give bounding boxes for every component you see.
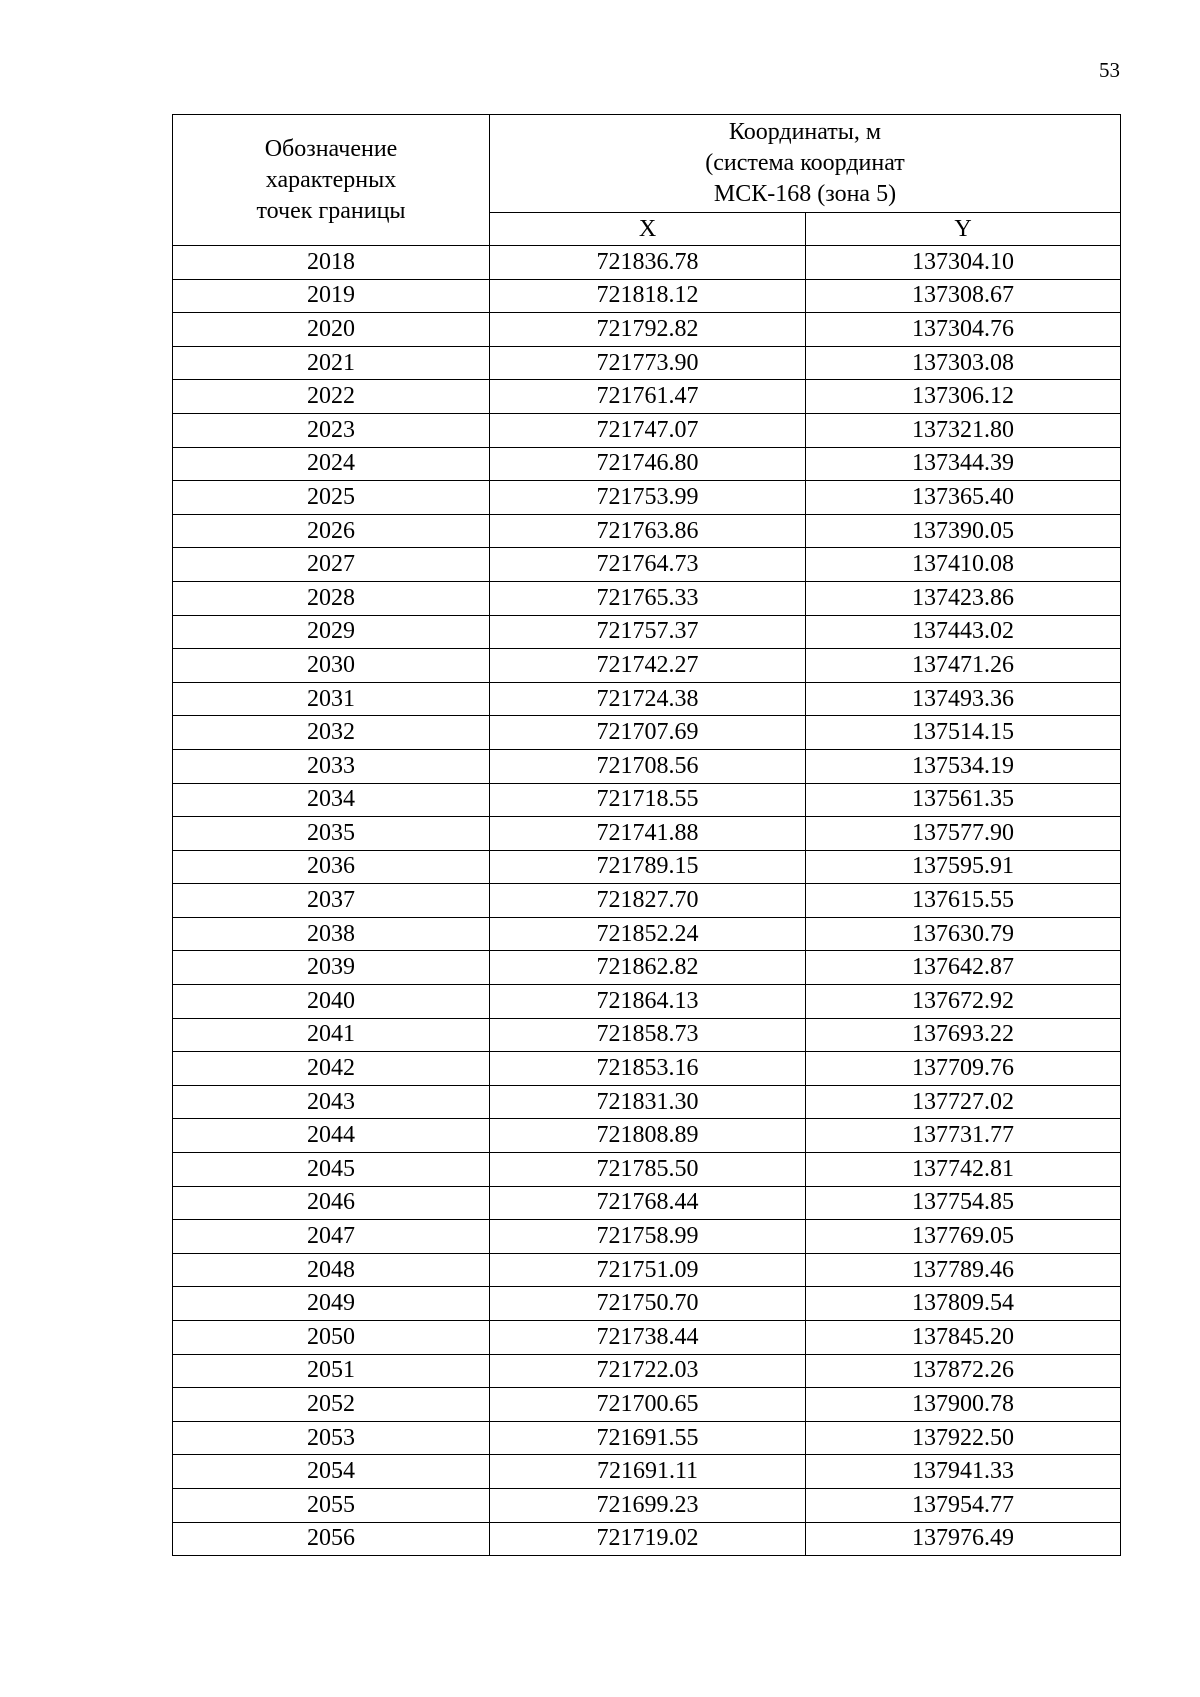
table-row	[173, 1488, 1121, 1522]
y-coordinate-cell: 137941.33	[806, 1455, 1121, 1489]
table-row	[173, 1220, 1121, 1254]
point-cell: 2052	[173, 1388, 490, 1422]
point-cell: 2045	[173, 1153, 490, 1187]
y-coordinate-cell: 137954.77	[806, 1488, 1121, 1522]
x-coordinate-cell: 721724.38	[490, 682, 806, 716]
x-coordinate-cell: 721853.16	[490, 1052, 806, 1086]
table-row	[173, 279, 1121, 313]
table-row	[173, 850, 1121, 884]
point-cell: 2029	[173, 615, 490, 649]
table-row	[173, 246, 1121, 280]
point-cell: 2028	[173, 581, 490, 615]
point-cell: 2024	[173, 447, 490, 481]
y-coordinate-cell: 137304.10	[806, 246, 1121, 280]
x-coordinate-cell: 721785.50	[490, 1153, 806, 1187]
y-column-header: Y	[806, 213, 1121, 246]
x-coordinate-cell: 721719.02	[490, 1522, 806, 1556]
point-cell: 2027	[173, 548, 490, 582]
coords-header-line: МСК-168 (зона 5)	[713, 181, 897, 207]
x-coordinate-cell: 721862.82	[490, 951, 806, 985]
point-cell: 2037	[173, 884, 490, 918]
point-cell: 2051	[173, 1354, 490, 1388]
table-row	[173, 380, 1121, 414]
x-coordinate-cell: 721792.82	[490, 313, 806, 347]
table-row	[173, 1052, 1121, 1086]
point-cell: 2047	[173, 1220, 490, 1254]
y-coordinate-cell: 137754.85	[806, 1186, 1121, 1220]
x-coordinate-cell: 721864.13	[490, 985, 806, 1019]
point-cell: 2055	[173, 1488, 490, 1522]
table-row	[173, 1522, 1121, 1556]
x-coordinate-cell: 721789.15	[490, 850, 806, 884]
x-coordinate-cell: 721808.89	[490, 1119, 806, 1153]
page-number: 53	[1099, 58, 1120, 82]
table-body	[173, 246, 1121, 1556]
x-coordinate-cell: 721763.86	[490, 514, 806, 548]
y-coordinate-cell: 137900.78	[806, 1388, 1121, 1422]
point-cell: 2042	[173, 1052, 490, 1086]
point-cell: 2038	[173, 917, 490, 951]
point-cell: 2046	[173, 1186, 490, 1220]
point-cell: 2050	[173, 1321, 490, 1355]
table-row	[173, 447, 1121, 481]
table-row	[173, 817, 1121, 851]
table-row	[173, 1287, 1121, 1321]
table-row	[173, 749, 1121, 783]
y-coordinate-cell: 137514.15	[806, 716, 1121, 750]
x-coordinate-cell: 721700.65	[490, 1388, 806, 1422]
table-row	[173, 649, 1121, 683]
y-coordinate-cell: 137672.92	[806, 985, 1121, 1019]
y-coordinate-cell: 137423.86	[806, 581, 1121, 615]
table-row	[173, 346, 1121, 380]
y-coordinate-cell: 137769.05	[806, 1220, 1121, 1254]
point-cell: 2036	[173, 850, 490, 884]
y-coordinate-cell: 137308.67	[806, 279, 1121, 313]
point-cell: 2026	[173, 514, 490, 548]
point-cell: 2054	[173, 1455, 490, 1489]
y-coordinate-cell: 137742.81	[806, 1153, 1121, 1187]
table-row	[173, 1455, 1121, 1489]
x-coordinate-cell: 721708.56	[490, 749, 806, 783]
point-cell: 2021	[173, 346, 490, 380]
x-coordinate-cell: 721827.70	[490, 884, 806, 918]
table-row	[173, 413, 1121, 447]
x-column-header: X	[490, 213, 806, 246]
table-row	[173, 615, 1121, 649]
x-coordinate-cell: 721836.78	[490, 246, 806, 280]
x-coordinate-cell: 721818.12	[490, 279, 806, 313]
y-coordinate-cell: 137789.46	[806, 1253, 1121, 1287]
x-coordinate-cell: 721773.90	[490, 346, 806, 380]
x-coordinate-cell: 721753.99	[490, 481, 806, 515]
point-cell: 2053	[173, 1421, 490, 1455]
table-row	[173, 1253, 1121, 1287]
x-coordinate-cell: 721764.73	[490, 548, 806, 582]
x-coordinate-cell: 721858.73	[490, 1018, 806, 1052]
y-coordinate-cell: 137809.54	[806, 1287, 1121, 1321]
y-coordinate-cell: 137304.76	[806, 313, 1121, 347]
point-cell: 2039	[173, 951, 490, 985]
y-coordinate-cell: 137534.19	[806, 749, 1121, 783]
point-cell: 2044	[173, 1119, 490, 1153]
table-row	[173, 951, 1121, 985]
point-header-line: Обозначение	[264, 135, 398, 162]
y-coordinate-cell: 137344.39	[806, 447, 1121, 481]
point-header-line: точек границы	[256, 197, 406, 224]
y-coordinate-cell: 137595.91	[806, 850, 1121, 884]
table-header	[173, 115, 1121, 246]
x-coordinate-cell: 721742.27	[490, 649, 806, 683]
x-coordinate-cell: 721751.09	[490, 1253, 806, 1287]
y-coordinate-cell: 137577.90	[806, 817, 1121, 851]
table-row	[173, 682, 1121, 716]
x-coordinate-cell: 721757.37	[490, 615, 806, 649]
y-coordinate-cell: 137471.26	[806, 649, 1121, 683]
table-row	[173, 884, 1121, 918]
point-designation-header	[173, 115, 490, 246]
table-row	[173, 1354, 1121, 1388]
table-row	[173, 548, 1121, 582]
table-row	[173, 581, 1121, 615]
table-row	[173, 1153, 1121, 1187]
x-coordinate-cell: 721691.11	[490, 1455, 806, 1489]
y-coordinate-cell: 137321.80	[806, 413, 1121, 447]
x-coordinate-cell: 721707.69	[490, 716, 806, 750]
point-cell: 2035	[173, 817, 490, 851]
x-coordinate-cell: 721718.55	[490, 783, 806, 817]
point-cell: 2033	[173, 749, 490, 783]
y-coordinate-cell: 137727.02	[806, 1085, 1121, 1119]
table-row	[173, 1085, 1121, 1119]
table-row	[173, 985, 1121, 1019]
x-coordinate-cell: 721758.99	[490, 1220, 806, 1254]
point-header-line: характерных	[265, 166, 397, 193]
table-row	[173, 514, 1121, 548]
x-coordinate-cell: 721746.80	[490, 447, 806, 481]
table-row	[173, 1321, 1121, 1355]
point-cell: 2041	[173, 1018, 490, 1052]
y-coordinate-cell: 137493.36	[806, 682, 1121, 716]
y-coordinate-cell: 137872.26	[806, 1354, 1121, 1388]
x-coordinate-cell: 721738.44	[490, 1321, 806, 1355]
y-coordinate-cell: 137303.08	[806, 346, 1121, 380]
y-coordinate-cell: 137615.55	[806, 884, 1121, 918]
y-coordinate-cell: 137642.87	[806, 951, 1121, 985]
point-cell: 2040	[173, 985, 490, 1019]
coordinates-header	[490, 115, 1121, 213]
x-coordinate-cell: 721747.07	[490, 413, 806, 447]
x-coordinate-cell: 721852.24	[490, 917, 806, 951]
y-coordinate-cell: 137410.08	[806, 548, 1121, 582]
table-row	[173, 481, 1121, 515]
point-cell: 2020	[173, 313, 490, 347]
y-coordinate-cell: 137693.22	[806, 1018, 1121, 1052]
point-cell: 2056	[173, 1522, 490, 1556]
table-row	[173, 917, 1121, 951]
point-cell: 2043	[173, 1085, 490, 1119]
y-coordinate-cell: 137390.05	[806, 514, 1121, 548]
table-row	[173, 1018, 1121, 1052]
table-row	[173, 783, 1121, 817]
coords-header-line: Координаты, м	[728, 119, 882, 145]
x-coordinate-cell: 721761.47	[490, 380, 806, 414]
y-coordinate-cell: 137306.12	[806, 380, 1121, 414]
table-row	[173, 716, 1121, 750]
x-coordinate-cell: 721691.55	[490, 1421, 806, 1455]
table-row	[173, 313, 1121, 347]
x-coordinate-cell: 721699.23	[490, 1488, 806, 1522]
point-cell: 2025	[173, 481, 490, 515]
y-coordinate-cell: 137709.76	[806, 1052, 1121, 1086]
coords-header-line: (система координат	[705, 150, 905, 176]
table-row	[173, 1119, 1121, 1153]
y-coordinate-cell: 137365.40	[806, 481, 1121, 515]
y-coordinate-cell: 137845.20	[806, 1321, 1121, 1355]
point-cell: 2034	[173, 783, 490, 817]
point-cell: 2031	[173, 682, 490, 716]
point-cell: 2049	[173, 1287, 490, 1321]
y-coordinate-cell: 137976.49	[806, 1522, 1121, 1556]
x-coordinate-cell: 721768.44	[490, 1186, 806, 1220]
table-row	[173, 1186, 1121, 1220]
point-cell: 2023	[173, 413, 490, 447]
x-coordinate-cell: 721831.30	[490, 1085, 806, 1119]
y-coordinate-cell: 137561.35	[806, 783, 1121, 817]
point-cell: 2048	[173, 1253, 490, 1287]
x-coordinate-cell: 721741.88	[490, 817, 806, 851]
y-coordinate-cell: 137443.02	[806, 615, 1121, 649]
table-row	[173, 1388, 1121, 1422]
y-coordinate-cell: 137922.50	[806, 1421, 1121, 1455]
y-coordinate-cell: 137630.79	[806, 917, 1121, 951]
x-coordinate-cell: 721765.33	[490, 581, 806, 615]
table-row	[173, 1421, 1121, 1455]
x-coordinate-cell: 721750.70	[490, 1287, 806, 1321]
point-cell: 2032	[173, 716, 490, 750]
point-cell: 2019	[173, 279, 490, 313]
coordinates-table	[172, 114, 1121, 1556]
point-cell: 2030	[173, 649, 490, 683]
x-coordinate-cell: 721722.03	[490, 1354, 806, 1388]
point-cell: 2022	[173, 380, 490, 414]
point-cell: 2018	[173, 246, 490, 280]
y-coordinate-cell: 137731.77	[806, 1119, 1121, 1153]
